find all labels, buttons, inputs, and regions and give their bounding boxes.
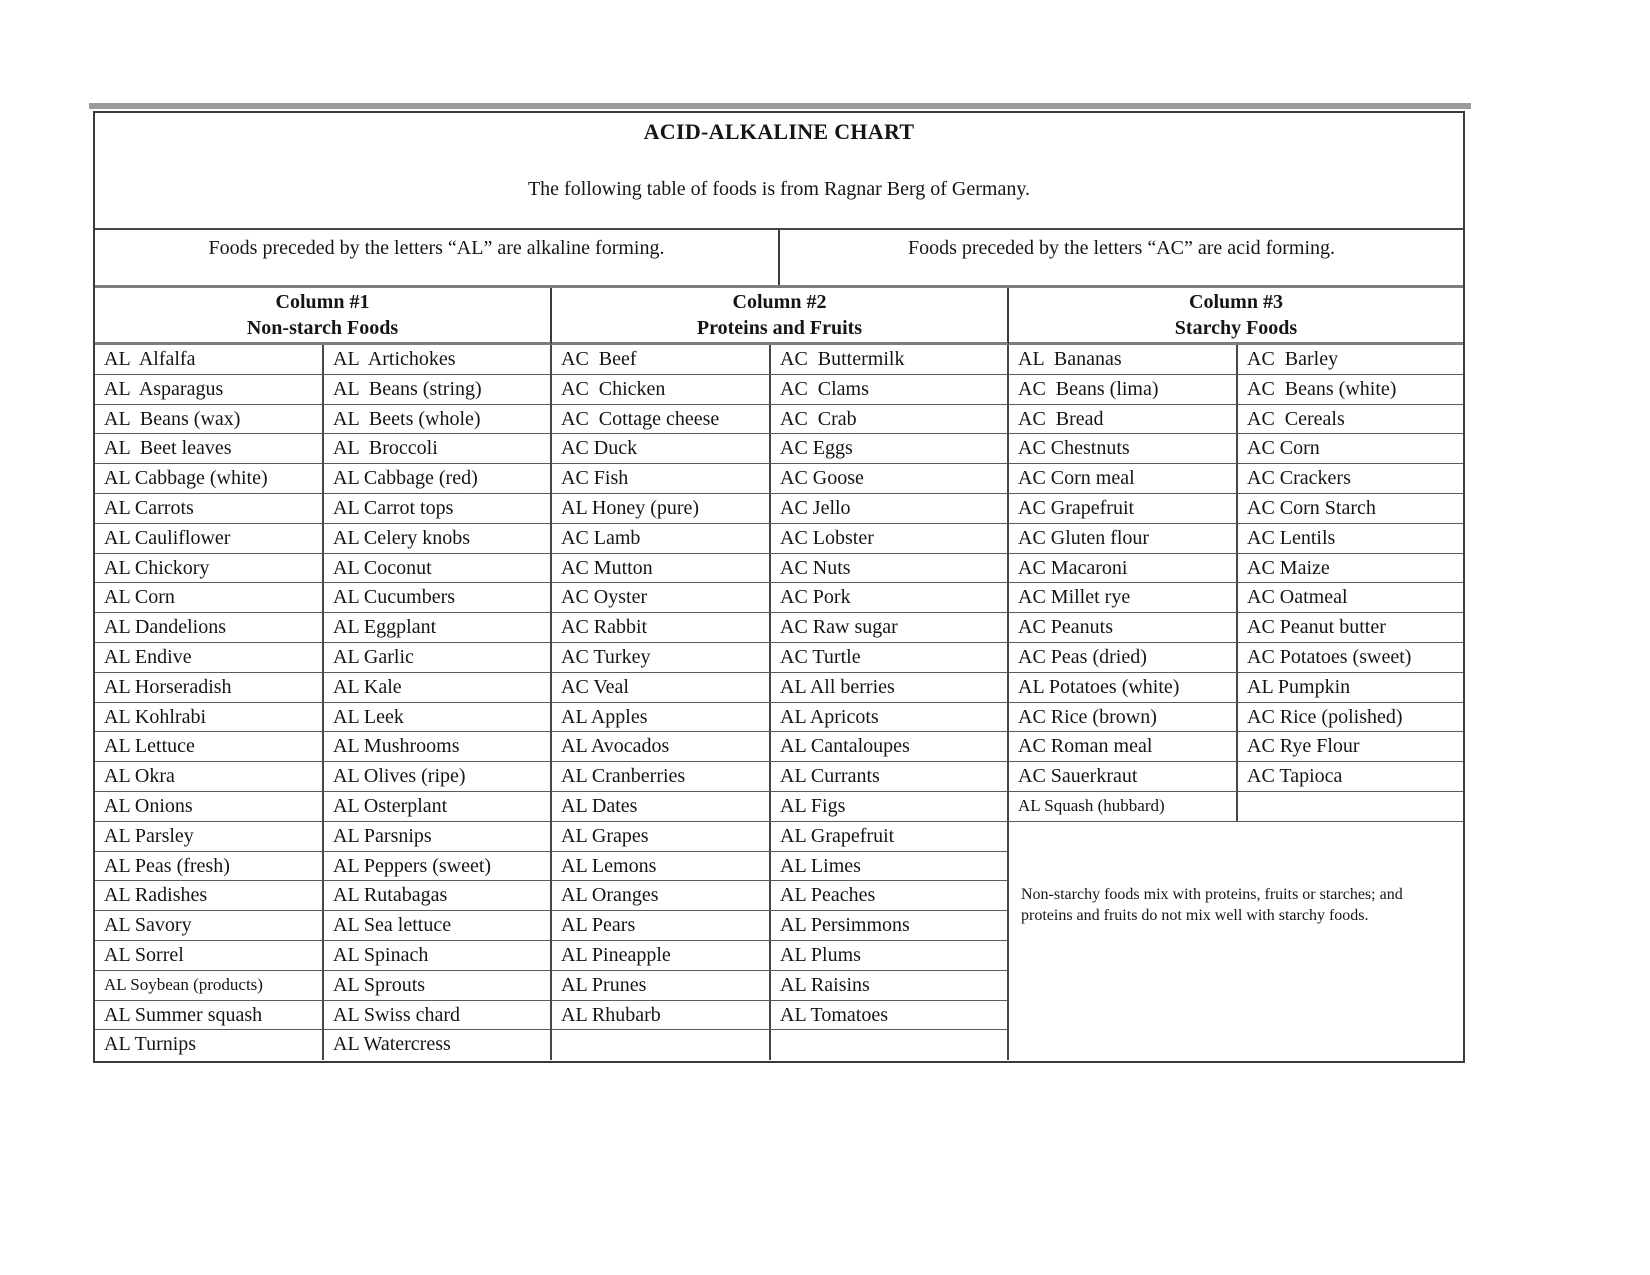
food-cell: AL Endive [95,643,324,673]
column-header [95,288,552,345]
food-cell: AC Peanuts [1009,613,1238,643]
food-cell: AC Eggs [771,434,1009,464]
food-cell: AC Chicken [552,375,771,405]
food-cell: AL Cranberries [552,762,771,792]
food-cell: AC Rabbit [552,613,771,643]
food-cell: AL Kale [324,673,552,703]
food-cell: AC Lamb [552,524,771,554]
food-cell: AL Pears [552,911,771,941]
food-cell: AL Honey (pure) [552,494,771,524]
food-cell: AL Currants [771,762,1009,792]
food-cell: AC Oyster [552,583,771,613]
food-cell: AL Mushrooms [324,732,552,762]
column-header [552,288,1009,345]
food-cell [1238,792,1463,822]
food-cell: AC Lentils [1238,524,1463,554]
food-cell: AL Bananas [1009,345,1238,375]
food-cell: AL Okra [95,762,324,792]
food-cell: AL Pumpkin [1238,673,1463,703]
food-cell: AL Broccoli [324,434,552,464]
food-cell: AC Peanut butter [1238,613,1463,643]
food-cell: AC Raw sugar [771,613,1009,643]
food-cell: AC Beans (white) [1238,375,1463,405]
food-cell: AC Maize [1238,554,1463,584]
food-cell: AL Spinach [324,941,552,971]
food-cell: AL Beans (wax) [95,405,324,435]
chart-title: ACID-ALKALINE CHART [643,119,915,144]
food-cell: AL Alfalfa [95,345,324,375]
food-cell: AC Crackers [1238,464,1463,494]
food-cell: AL Eggplant [324,613,552,643]
food-cell: AL Artichokes [324,345,552,375]
legend-alkaline: Foods preceded by the letters “AL” are alkaline forming. [95,230,780,285]
food-cell: AC Mutton [552,554,771,584]
food-cell: AL Rutabagas [324,881,552,911]
food-cell: AC Oatmeal [1238,583,1463,613]
food-cell: AC Macaroni [1009,554,1238,584]
food-cell: AC Gluten flour [1009,524,1238,554]
food-cell: AC Barley [1238,345,1463,375]
column-number: Column #3 [1189,291,1283,313]
food-cell [552,1030,771,1060]
food-cell: AL Radishes [95,881,324,911]
food-cell: AL Olives (ripe) [324,762,552,792]
food-cell: AL Apples [552,703,771,733]
food-cell: AL Rhubarb [552,1001,771,1031]
food-cell: AL Cantaloupes [771,732,1009,762]
mixing-note: Non-starchy foods mix with proteins, fruits or starches; and proteins and fruits do not mix well with starchy foods. [1021,885,1403,925]
column-number: Column #1 [275,291,370,313]
food-cell: AL Sea lettuce [324,911,552,941]
food-cell: AL Onions [95,792,324,822]
food-cell [771,1030,1009,1060]
food-cell: AL Asparagus [95,375,324,405]
food-cell: AC Turtle [771,643,1009,673]
food-cell: AL Pineapple [552,941,771,971]
food-cell: AL Beets (whole) [324,405,552,435]
food-cell: AL Cabbage (red) [324,464,552,494]
food-cell: AL Peppers (sweet) [324,852,552,882]
food-cell: AC Nuts [771,554,1009,584]
food-cell: AC Beans (lima) [1009,375,1238,405]
food-cell: AC Chestnuts [1009,434,1238,464]
food-cell: AL Avocados [552,732,771,762]
food-cell: AL Limes [771,852,1009,882]
food-cell: AC Duck [552,434,771,464]
food-cell: AL Swiss chard [324,1001,552,1031]
food-cell: AL Sorrel [95,941,324,971]
food-cell: AL Savory [95,911,324,941]
food-cell: AC Rice (polished) [1238,703,1463,733]
food-cell: AL Apricots [771,703,1009,733]
food-cell: AL Soybean (products) [95,971,324,1001]
food-cell: AL Beet leaves [95,434,324,464]
food-cell: AL Carrot tops [324,494,552,524]
food-cell: AC Goose [771,464,1009,494]
food-cell: AL Coconut [324,554,552,584]
food-cell: AL Plums [771,941,1009,971]
food-cell: AL Turnips [95,1030,324,1060]
food-cell: AL Cauliflower [95,524,324,554]
food-cell: AL Lemons [552,852,771,882]
column-number: Column #2 [732,291,827,313]
food-grid [95,288,1463,1060]
food-cell: AC Crab [771,405,1009,435]
food-cell: AL Corn [95,583,324,613]
food-cell: AL All berries [771,673,1009,703]
food-cell: AC Millet rye [1009,583,1238,613]
food-cell: AC Jello [771,494,1009,524]
food-cell: AL Peaches [771,881,1009,911]
food-cell: AC Lobster [771,524,1009,554]
food-cell: AL Figs [771,792,1009,822]
food-cell: AC Beef [552,345,771,375]
food-cell: AC Cereals [1238,405,1463,435]
acid-alkaline-table [93,111,1465,1063]
food-cell: AL Lettuce [95,732,324,762]
food-cell: AC Fish [552,464,771,494]
food-cell: AC Pork [771,583,1009,613]
column-title: Proteins and Fruits [696,317,863,339]
food-cell: AL Osterplant [324,792,552,822]
food-cell: AC Buttermilk [771,345,1009,375]
food-cell: AL Parsnips [324,822,552,852]
food-cell: AL Leek [324,703,552,733]
food-cell: AC Rice (brown) [1009,703,1238,733]
food-cell: AC Grapefruit [1009,494,1238,524]
food-cell: AL Potatoes (white) [1009,673,1238,703]
food-cell: AC Cottage cheese [552,405,771,435]
food-cell: AL Cucumbers [324,583,552,613]
food-cell: AL Persimmons [771,911,1009,941]
food-cell: AL Kohlrabi [95,703,324,733]
food-cell: AL Parsley [95,822,324,852]
food-cell: AL Cabbage (white) [95,464,324,494]
food-cell: AL Watercress [324,1030,552,1060]
legend-row [95,228,1463,288]
food-cell: AL Garlic [324,643,552,673]
food-cell: AL Grapes [552,822,771,852]
food-cell: AL Celery knobs [324,524,552,554]
food-cell: AC Bread [1009,405,1238,435]
table-header [95,113,1463,228]
food-cell: AC Rye Flour [1238,732,1463,762]
food-cell: AL Dates [552,792,771,822]
food-cell: AL Summer squash [95,1001,324,1031]
food-cell: AC Roman meal [1009,732,1238,762]
food-cell: AL Squash (hubbard) [1009,792,1238,822]
food-cell: AL Beans (string) [324,375,552,405]
food-cell: AL Prunes [552,971,771,1001]
food-cell: AC Clams [771,375,1009,405]
food-cell: AC Corn Starch [1238,494,1463,524]
food-cell: AC Peas (dried) [1009,643,1238,673]
food-cell: AC Corn [1238,434,1463,464]
food-cell: AC Veal [552,673,771,703]
food-cell: AC Sauerkraut [1009,762,1238,792]
food-cell: AL Dandelions [95,613,324,643]
food-cell: AC Corn meal [1009,464,1238,494]
column-header [1009,288,1463,345]
food-cell: AL Carrots [95,494,324,524]
food-cell: AC Potatoes (sweet) [1238,643,1463,673]
food-cell: AL Raisins [771,971,1009,1001]
legend-acid: Foods preceded by the letters “AC” are acid forming. [907,237,1336,259]
food-cell: AL Grapefruit [771,822,1009,852]
food-cell: AL Horseradish [95,673,324,703]
chart-subtitle: The following table of foods is from Ragnar Berg of Germany. [527,178,1031,200]
food-cell: AL Oranges [552,881,771,911]
food-cell: AL Sprouts [324,971,552,1001]
food-cell: AC Turkey [552,643,771,673]
food-cell: AC Tapioca [1238,762,1463,792]
column-title: Non-starch Foods [246,317,399,339]
food-cell: AL Peas (fresh) [95,852,324,882]
food-cell: AL Tomatoes [771,1001,1009,1031]
column-title: Starchy Foods [1174,317,1298,339]
food-cell: AL Chickory [95,554,324,584]
